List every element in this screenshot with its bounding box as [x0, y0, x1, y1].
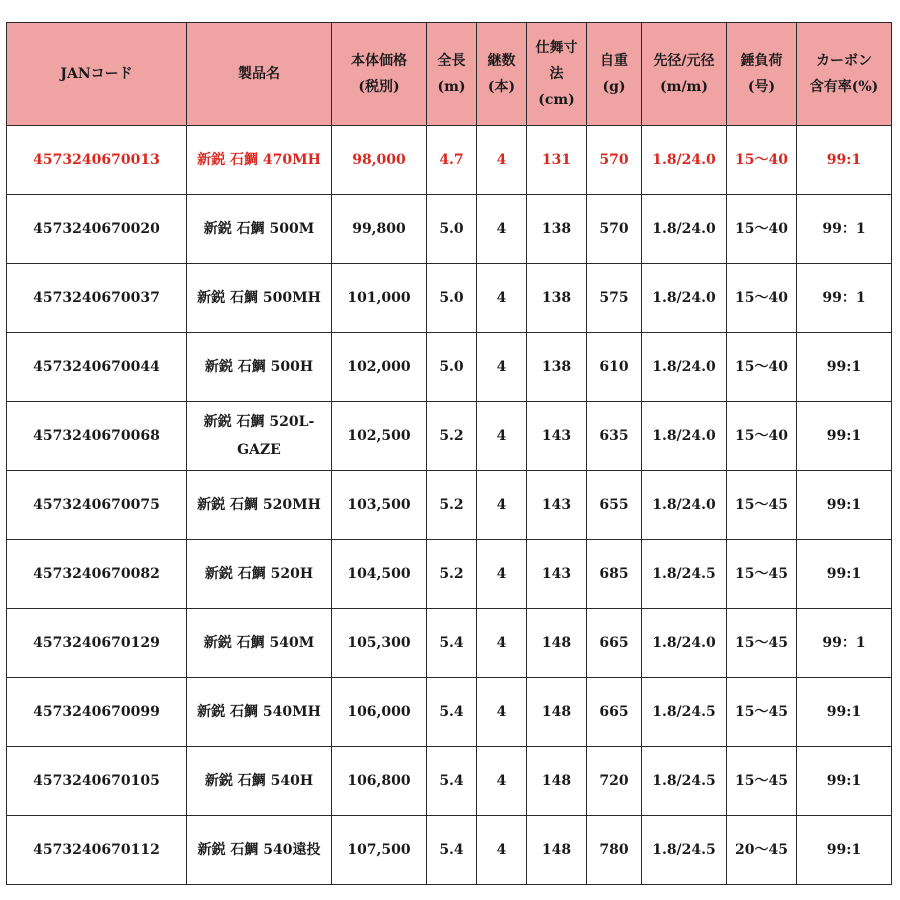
- price-cell: 106,000: [332, 678, 427, 747]
- header-line: 自重: [600, 53, 628, 69]
- sections-cell: 4: [477, 402, 527, 471]
- weight-cell: 655: [587, 471, 642, 540]
- weight-cell: 570: [587, 195, 642, 264]
- sinker-load-cell: 15〜45: [727, 609, 797, 678]
- length-cell: 5.4: [427, 747, 477, 816]
- sections-cell: 4: [477, 264, 527, 333]
- weight-cell: 575: [587, 264, 642, 333]
- price-cell: 103,500: [332, 471, 427, 540]
- diameter-cell: 1.8/24.5: [642, 540, 727, 609]
- sinker-load-cell: 15〜40: [727, 333, 797, 402]
- header-product-name: [187, 23, 332, 126]
- sinker-load-cell: 15〜45: [727, 471, 797, 540]
- header-length: [427, 23, 477, 126]
- length-cell: 5.2: [427, 471, 477, 540]
- price-cell: 107,500: [332, 816, 427, 885]
- table-row: [7, 816, 892, 885]
- sections-cell: 4: [477, 195, 527, 264]
- diameter-cell: 1.8/24.0: [642, 609, 727, 678]
- weight-cell: 720: [587, 747, 642, 816]
- sections-cell: 4: [477, 333, 527, 402]
- product-spec-table-container: [6, 22, 891, 885]
- weight-cell: 780: [587, 816, 642, 885]
- product-name-cell: 新鋭 石鯛 520MH: [187, 471, 332, 540]
- header-line: 錘負荷: [740, 53, 783, 69]
- price-cell: 99,800: [332, 195, 427, 264]
- header-line: 全長: [437, 53, 466, 69]
- header-line: (m): [437, 79, 466, 95]
- header-line: 継数: [487, 53, 516, 69]
- weight-cell: 665: [587, 678, 642, 747]
- sections-cell: 4: [477, 747, 527, 816]
- product-name-cell: 新鋭 石鯛 540M: [187, 609, 332, 678]
- jan-code-cell: 4573240670068: [7, 402, 187, 471]
- header-line: 法: [549, 66, 564, 82]
- sections-cell: 4: [477, 678, 527, 747]
- length-cell: 5.4: [427, 816, 477, 885]
- header-sinker-load: [727, 23, 797, 126]
- length-cell: 5.4: [427, 678, 477, 747]
- carbon-content-cell: 99:1: [797, 471, 892, 540]
- carbon-content-cell: 99：1: [797, 609, 892, 678]
- price-cell: 104,500: [332, 540, 427, 609]
- sinker-load-cell: 15〜45: [727, 540, 797, 609]
- weight-cell: 635: [587, 402, 642, 471]
- closed-length-cell: 148: [527, 609, 587, 678]
- closed-length-cell: 138: [527, 264, 587, 333]
- diameter-cell: 1.8/24.5: [642, 816, 727, 885]
- diameter-cell: 1.8/24.5: [642, 678, 727, 747]
- price-cell: 101,000: [332, 264, 427, 333]
- carbon-content-cell: 99:1: [797, 540, 892, 609]
- product-name-cell: 新鋭 石鯛 520H: [187, 540, 332, 609]
- jan-code-cell: 4573240670020: [7, 195, 187, 264]
- diameter-cell: 1.8/24.0: [642, 471, 727, 540]
- carbon-content-cell: 99：1: [797, 195, 892, 264]
- sinker-load-cell: 15〜45: [727, 678, 797, 747]
- table-body: [7, 126, 892, 885]
- table-row: [7, 609, 892, 678]
- table-row: [7, 678, 892, 747]
- header-line: 仕舞寸: [535, 40, 578, 56]
- sinker-load-cell: 15〜40: [727, 264, 797, 333]
- carbon-content-cell: 99：1: [797, 264, 892, 333]
- weight-cell: 665: [587, 609, 642, 678]
- sections-cell: 4: [477, 816, 527, 885]
- product-spec-table: [6, 22, 892, 885]
- price-cell: 98,000: [332, 126, 427, 195]
- header-closed-length: [527, 23, 587, 126]
- jan-code-cell: 4573240670129: [7, 609, 187, 678]
- price-cell: 106,800: [332, 747, 427, 816]
- product-name-cell: 新鋭 石鯛 540遠投: [187, 816, 332, 885]
- product-name-cell: 新鋭 石鯛 540MH: [187, 678, 332, 747]
- header-line: 製品名: [238, 66, 280, 82]
- header-tip-butt-diameter: [642, 23, 727, 126]
- carbon-content-cell: 99:1: [797, 402, 892, 471]
- closed-length-cell: 143: [527, 540, 587, 609]
- product-name-cell: 新鋭 石鯛 500H: [187, 333, 332, 402]
- length-cell: 4.7: [427, 126, 477, 195]
- jan-code-cell: 4573240670037: [7, 264, 187, 333]
- closed-length-cell: 148: [527, 747, 587, 816]
- diameter-cell: 1.8/24.5: [642, 747, 727, 816]
- closed-length-cell: 143: [527, 402, 587, 471]
- length-cell: 5.2: [427, 540, 477, 609]
- table-row: [7, 747, 892, 816]
- sections-cell: 4: [477, 540, 527, 609]
- diameter-cell: 1.8/24.0: [642, 195, 727, 264]
- table-row: [7, 402, 892, 471]
- weight-cell: 570: [587, 126, 642, 195]
- diameter-cell: 1.8/24.0: [642, 333, 727, 402]
- header-row: [7, 23, 892, 126]
- carbon-content-cell: 99:1: [797, 816, 892, 885]
- jan-code-cell: 4573240670013: [7, 126, 187, 195]
- product-name-cell: 新鋭 石鯛 470MH: [187, 126, 332, 195]
- jan-code-cell: 4573240670044: [7, 333, 187, 402]
- sinker-load-cell: 15〜40: [727, 402, 797, 471]
- diameter-cell: 1.8/24.0: [642, 402, 727, 471]
- sinker-load-cell: 15〜40: [727, 126, 797, 195]
- jan-code-cell: 4573240670099: [7, 678, 187, 747]
- closed-length-cell: 143: [527, 471, 587, 540]
- weight-cell: 610: [587, 333, 642, 402]
- header-line: 先径/元径: [653, 53, 715, 69]
- carbon-content-cell: 99:1: [797, 126, 892, 195]
- price-cell: 105,300: [332, 609, 427, 678]
- closed-length-cell: 131: [527, 126, 587, 195]
- sections-cell: 4: [477, 609, 527, 678]
- header-line: JANコード: [60, 66, 133, 82]
- header-line: (cm): [538, 92, 575, 108]
- carbon-content-cell: 99:1: [797, 333, 892, 402]
- length-cell: 5.0: [427, 333, 477, 402]
- price-cell: 102,000: [332, 333, 427, 402]
- closed-length-cell: 138: [527, 195, 587, 264]
- header-weight: [587, 23, 642, 126]
- length-cell: 5.0: [427, 195, 477, 264]
- carbon-content-cell: 99:1: [797, 747, 892, 816]
- header-sections: [477, 23, 527, 126]
- table-row: [7, 126, 892, 195]
- header-line: 含有率(%): [809, 79, 879, 95]
- diameter-cell: 1.8/24.0: [642, 264, 727, 333]
- header-carbon-content: [797, 23, 892, 126]
- sections-cell: 4: [477, 471, 527, 540]
- jan-code-cell: 4573240670105: [7, 747, 187, 816]
- table-row: [7, 540, 892, 609]
- price-cell: 102,500: [332, 402, 427, 471]
- sinker-load-cell: 15〜45: [727, 747, 797, 816]
- header-line: カーボン: [816, 53, 872, 69]
- table-row: [7, 471, 892, 540]
- closed-length-cell: 138: [527, 333, 587, 402]
- table-row: [7, 195, 892, 264]
- jan-code-cell: 4573240670112: [7, 816, 187, 885]
- length-cell: 5.2: [427, 402, 477, 471]
- length-cell: 5.0: [427, 264, 477, 333]
- header-price: [332, 23, 427, 126]
- carbon-content-cell: 99:1: [797, 678, 892, 747]
- table-row: [7, 264, 892, 333]
- jan-code-cell: 4573240670075: [7, 471, 187, 540]
- closed-length-cell: 148: [527, 678, 587, 747]
- closed-length-cell: 148: [527, 816, 587, 885]
- jan-code-cell: 4573240670082: [7, 540, 187, 609]
- table-header: [7, 23, 892, 126]
- product-name-cell: 新鋭 石鯛 520L-GAZE: [187, 402, 332, 471]
- header-line: 本体価格: [351, 53, 407, 69]
- weight-cell: 685: [587, 540, 642, 609]
- sinker-load-cell: 15〜40: [727, 195, 797, 264]
- header-line: (号): [747, 79, 776, 95]
- table-row: [7, 333, 892, 402]
- header-line: (g): [602, 79, 626, 95]
- product-name-cell: 新鋭 石鯛 500M: [187, 195, 332, 264]
- header-line: (税別): [358, 79, 400, 95]
- sinker-load-cell: 20〜45: [727, 816, 797, 885]
- header-line: (本): [487, 79, 516, 95]
- product-name-cell: 新鋭 石鯛 540H: [187, 747, 332, 816]
- product-name-cell: 新鋭 石鯛 500MH: [187, 264, 332, 333]
- header-jan-code: [7, 23, 187, 126]
- sections-cell: 4: [477, 126, 527, 195]
- length-cell: 5.4: [427, 609, 477, 678]
- header-line: (m/m): [660, 79, 708, 95]
- diameter-cell: 1.8/24.0: [642, 126, 727, 195]
